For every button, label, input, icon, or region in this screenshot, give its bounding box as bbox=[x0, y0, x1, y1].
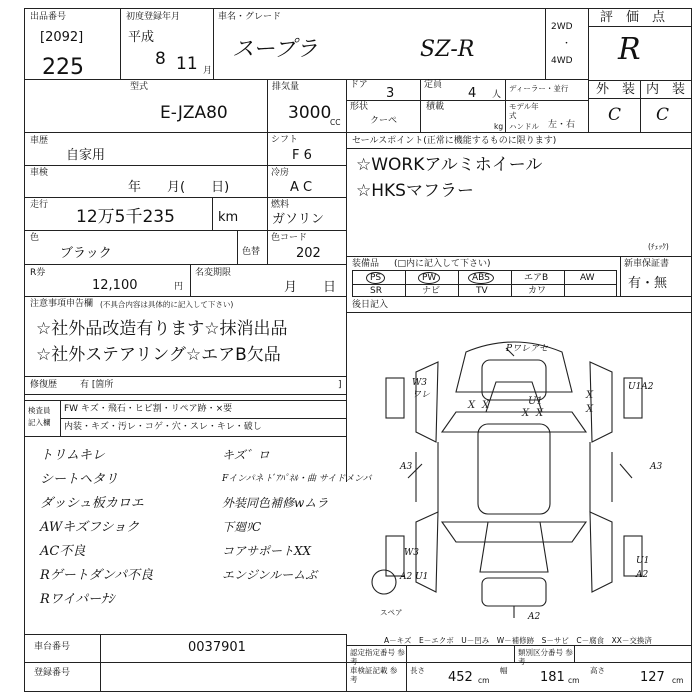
mileage-label: 走行 bbox=[30, 200, 49, 210]
car-diagram bbox=[346, 312, 692, 634]
shift-value: F 6 bbox=[292, 148, 312, 163]
model-year-label: モデル年式 bbox=[509, 102, 539, 120]
warranty-value: 有・無 bbox=[628, 276, 668, 291]
lot-code: [2092] bbox=[40, 30, 84, 45]
fuel-value: ガソリン bbox=[272, 212, 325, 227]
inspector-right-item: コアサポートXX bbox=[222, 544, 312, 558]
exterior-label: 外 装 bbox=[596, 82, 636, 97]
mileage-unit: km bbox=[218, 210, 239, 225]
seats-label: 定員 bbox=[424, 80, 443, 90]
repair-close: ] bbox=[338, 380, 342, 390]
size-label: 車検証記載 参考 bbox=[350, 666, 398, 684]
history-value: 自家用 bbox=[66, 148, 106, 163]
mileage-value: 12万5千235 bbox=[76, 207, 175, 227]
notes-label: 注意事項申告欄 bbox=[30, 299, 94, 309]
diag-x-2: X bbox=[482, 400, 490, 411]
ac-label: 冷房 bbox=[271, 168, 290, 178]
month-unit: 月 bbox=[203, 66, 213, 76]
after-label: 後日記入 bbox=[352, 300, 389, 310]
diagram-label-ware: ワレ bbox=[412, 390, 431, 400]
shape-value: クーペ bbox=[370, 116, 398, 126]
chassis-value: 0037901 bbox=[188, 640, 246, 655]
seats-value: 4 bbox=[468, 86, 477, 101]
diag-u1: U1 bbox=[528, 396, 543, 407]
drive-4wd: 4WD bbox=[551, 56, 573, 66]
equip-tv: TV bbox=[476, 286, 488, 296]
inspector-left-item: シートヘタリ bbox=[40, 472, 119, 487]
recycle-unit: 円 bbox=[174, 282, 184, 292]
displacement-label: 排気量 bbox=[272, 82, 300, 92]
chassis-label: 車台番号 bbox=[34, 642, 71, 652]
inspector-right-item: Fインパネ ﾄﾞｱﾊﾟﾈﾙ・曲 サイドメンバ bbox=[222, 474, 372, 484]
score-label: 評 価 点 bbox=[600, 10, 666, 25]
doors-label: ドア bbox=[350, 80, 368, 90]
inspector-right-item: 外装同色補修wムラ bbox=[222, 496, 329, 510]
diagram-spare-label: スペア bbox=[380, 608, 403, 617]
repair-label: 修復歴 bbox=[30, 380, 58, 390]
lot-label: 出品番号 bbox=[30, 12, 67, 22]
handle-label: ハンドル bbox=[509, 122, 539, 131]
inspector-left-item: トリムキレ bbox=[40, 448, 105, 463]
length-label: 長さ bbox=[410, 666, 425, 675]
recycle-label: R券 bbox=[30, 268, 46, 278]
height-label: 高さ bbox=[590, 666, 605, 675]
sales-point-2: ☆HKSマフラー bbox=[356, 181, 474, 201]
equipment-note: (□内に記入して下さい) bbox=[394, 259, 491, 269]
equipment-label: 装備品 bbox=[352, 259, 380, 269]
exterior-grade: C bbox=[608, 105, 622, 125]
interior-label: 内 装 bbox=[646, 82, 686, 97]
diagram-label-a2-bottom: A2 bbox=[528, 612, 541, 622]
repair-value: 有 [箇所 bbox=[80, 380, 114, 390]
equip-abs: ABS bbox=[468, 272, 494, 284]
diag-x-3: X bbox=[522, 408, 530, 419]
diagram-label-w3-lower: W3 bbox=[404, 548, 419, 558]
inspection-value: 年 月( 日) bbox=[128, 180, 230, 195]
shape-label: 形状 bbox=[350, 102, 369, 112]
name-change-label: 名変期限 bbox=[195, 268, 232, 278]
color-label: 色 bbox=[30, 233, 40, 243]
inspector-left-item: AC不良 bbox=[40, 544, 86, 559]
doors-value: 3 bbox=[386, 86, 395, 101]
diagram-label-a3-right: A3 bbox=[650, 462, 663, 472]
interior-grade: C bbox=[656, 105, 670, 125]
inspector-right-item: 下廻ﾘC bbox=[222, 520, 262, 534]
diagram-legend: A－キズ E－エクボ U－凹み W－補修跡 S－サビ C－腐食 XX－交換済 bbox=[384, 636, 652, 645]
load-label: 積載 bbox=[426, 102, 445, 112]
inspector-row-2: 内装・キズ・汚レ・コゲ・穴・スレ・キレ・破し bbox=[64, 422, 262, 432]
inspector-label-1: 検査員 bbox=[28, 406, 51, 415]
inspector-left-item: AWキズフショク bbox=[40, 520, 140, 535]
width-unit: cm bbox=[568, 676, 580, 685]
diag-x-4: X bbox=[536, 408, 544, 419]
inspector-left-item: ダッシュ板カロエ bbox=[40, 496, 144, 511]
shift-label: シフト bbox=[271, 135, 299, 145]
width-value: 181 bbox=[540, 670, 565, 685]
ac-value: A C bbox=[290, 180, 313, 195]
fuel-label: 燃料 bbox=[271, 200, 290, 210]
model-label: 車名・グレード bbox=[218, 12, 282, 22]
reg-label: 登録番号 bbox=[34, 668, 71, 678]
color-code-label: 色コード bbox=[271, 233, 308, 243]
diagram-label-u1-right: U1 bbox=[636, 556, 650, 566]
equip-ps: PS bbox=[366, 272, 385, 284]
score-value: R bbox=[618, 32, 641, 67]
reg-year: 8 bbox=[155, 49, 166, 69]
width-label: 幅 bbox=[500, 666, 508, 675]
equip-navi: ナビ bbox=[422, 286, 441, 296]
drive-dot: ・ bbox=[562, 39, 572, 49]
equip-sr: SR bbox=[370, 286, 382, 296]
diagram-label-w3-left: W3 bbox=[412, 378, 427, 388]
equip-leather: カワ bbox=[528, 286, 547, 296]
equip-airbag: エアB bbox=[524, 273, 549, 283]
notes-sub: (不具合内容は具体的に記入して下さい) bbox=[100, 300, 234, 309]
height-value: 127 bbox=[640, 670, 665, 685]
car-name: スープラ bbox=[232, 37, 318, 62]
displacement-unit: CC bbox=[330, 118, 341, 127]
color-code-value: 202 bbox=[296, 246, 321, 261]
load-unit: kg bbox=[494, 122, 504, 131]
dealer-label: ディーラー・並行 bbox=[509, 84, 569, 93]
equip-aw: AW bbox=[580, 273, 595, 283]
displacement-value: 3000 bbox=[288, 103, 332, 123]
diagram-label-u1a2-right: U1A2 bbox=[628, 382, 654, 392]
reg-month: 11 bbox=[176, 54, 198, 74]
recycle-value: 12,100 bbox=[92, 278, 138, 293]
height-unit: cm bbox=[672, 676, 684, 685]
class-label: 類別区分番号 参考 bbox=[518, 648, 573, 666]
inspector-left-item: Rワイパーﾅｼ bbox=[40, 592, 115, 607]
grade: SZ-R bbox=[420, 37, 475, 62]
first-reg-label: 初度登録年月 bbox=[126, 12, 181, 22]
length-value: 452 bbox=[448, 670, 473, 685]
color-value: ブラック bbox=[60, 246, 112, 261]
handle-value: 左・右 bbox=[548, 120, 576, 130]
diagram-top-note: Pワレアセ bbox=[506, 344, 548, 354]
diag-x-1: X bbox=[468, 400, 476, 411]
sales-point-1: ☆WORKアルミホイール bbox=[356, 155, 543, 175]
diag-x-6: X bbox=[586, 404, 594, 415]
certified-label: 認定指定番号 参考 bbox=[350, 648, 405, 666]
inspector-row-1: FW キズ・飛石・ヒビ割・リペア跡・×要 bbox=[64, 404, 233, 414]
inspector-right-item: キズ゛ロ bbox=[222, 448, 270, 462]
diagram-label-a3-left: A3 bbox=[400, 462, 413, 472]
type-value: E-JZA80 bbox=[160, 103, 228, 123]
inspector-left-item: Rゲートダンパ不良 bbox=[40, 568, 154, 583]
inspector-label-2: 記入欄 bbox=[28, 418, 51, 427]
type-label: 型式 bbox=[130, 82, 149, 92]
length-unit: cm bbox=[478, 676, 490, 685]
seats-unit: 人 bbox=[492, 90, 502, 100]
diagram-label-a2-right: A2 bbox=[636, 570, 649, 580]
notes-line1: ☆社外品改造有ります☆抹消出品 bbox=[36, 319, 288, 339]
reg-era: 平成 bbox=[128, 30, 155, 45]
sales-label: セールスポイント(正常に機能するものに限ります) bbox=[352, 136, 557, 146]
sales-note: (ﾁｪｯｸ) bbox=[648, 242, 669, 251]
equip-pw: PW bbox=[418, 272, 440, 284]
notes-line2: ☆社外ステアリング☆エアB欠品 bbox=[36, 345, 281, 365]
inspector-right-item: エンジンルームぶ bbox=[222, 568, 318, 582]
inspection-label: 車検 bbox=[30, 168, 49, 178]
diagram-label-a2u1: A2 U1 bbox=[400, 572, 429, 582]
diag-x-5: X bbox=[586, 390, 594, 401]
drive-2wd: 2WD bbox=[551, 22, 573, 32]
warranty-label: 新車保証書 bbox=[624, 259, 670, 269]
color-change-label: 色替 bbox=[242, 247, 261, 257]
name-change-value: 月 日 bbox=[284, 280, 337, 295]
lot-number: 225 bbox=[42, 55, 84, 80]
history-label: 車歴 bbox=[30, 136, 49, 146]
